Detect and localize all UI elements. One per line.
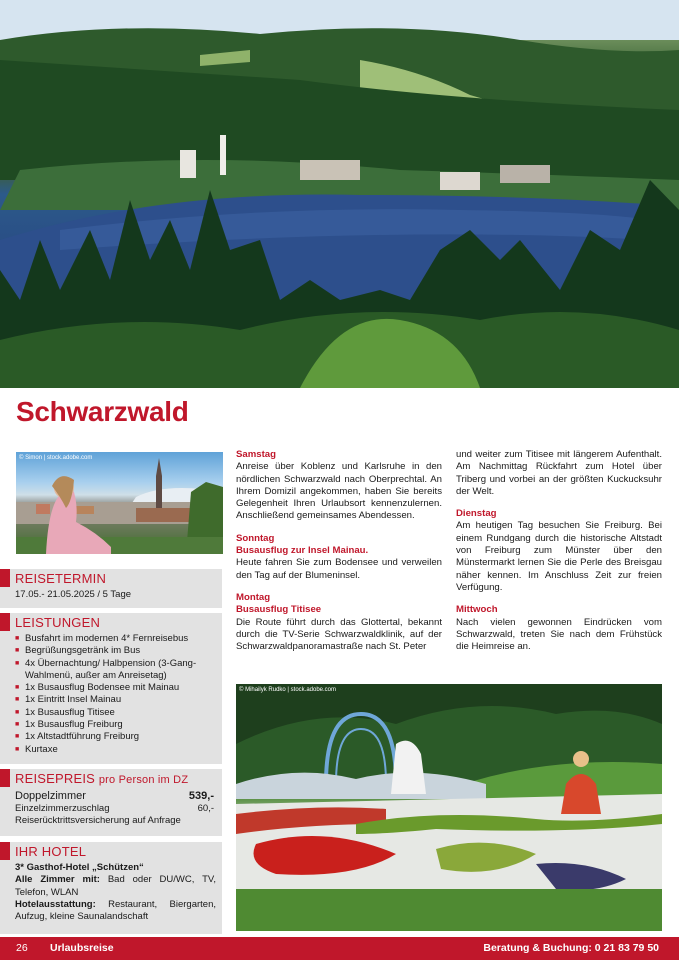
hotel-equipment: Hotelausstattung: Restaurant, Biergarten, Aufzug, kleine Saunalandschaft — [15, 898, 216, 923]
day-text: Anreise über Koblenz und Karlsruhe in den nördlichen Schwarzwald nach Oberprechtal. An Ihrem Domizil angekommen, haben Sie bereits Gelegenheit Ihren Urlaubsort kennenzulernen. Anschließend gemeinsames Abendessen. — [236, 461, 442, 522]
reisetermin-header — [0, 569, 222, 587]
page-category: Urlaubsreise — [50, 942, 114, 954]
hotel-box — [0, 842, 222, 934]
reisetermin-box — [0, 569, 222, 608]
landscape-illustration — [0, 0, 679, 388]
reisetermin-heading: REISETERMIN — [15, 570, 107, 586]
day-text: Heute fahren Sie zum Bodensee und verweilen den Tag auf der Blumeninsel. — [236, 557, 442, 581]
leistungen-list — [15, 633, 222, 756]
day-samstag — [236, 449, 442, 523]
page-footer — [0, 937, 679, 960]
leistungen-heading: LEISTUNGEN — [15, 614, 101, 630]
list-item: ■ 1x Busausflug Freiburg — [25, 719, 222, 731]
contact-info: Beratung & Buchung: 0 21 83 79 50 — [483, 942, 659, 954]
price-row-doppelzimmer — [15, 790, 222, 803]
garden-photo-credit: © Mihailyk Rudko | stock.adobe.com — [239, 687, 337, 693]
list-item: ■ 1x Eintritt Insel Mainau — [25, 694, 222, 706]
page-number: 26 — [16, 942, 28, 954]
reisepreis-heading: REISEPREIS — [15, 770, 96, 786]
hotel-heading: IHR HOTEL — [15, 843, 87, 859]
list-item: ■ 1x Busausflug Bodensee mit Mainau — [25, 682, 222, 694]
hotel-header — [0, 842, 222, 860]
day-text: Die Route führt durch das Glottertal, bekannt durch die TV-Serie Schwarzwaldklinik, auf der Schwarzwaldpanoramastraße nach St. Peter — [236, 616, 442, 653]
day-montag-continued: und weiter zum Titisee mit längerem Aufenthalt. Am Nachmittag Rückfahrt zum Hotel über Triberg und vorbei an der größten Kuckucksuhr der Welt. — [456, 449, 662, 497]
day-heading: Dienstag — [456, 508, 497, 520]
reisepreis-header — [0, 769, 222, 787]
freiburg-illustration — [16, 452, 223, 554]
page-title: Schwarzwald — [16, 396, 189, 427]
mainau-garden-photo — [236, 684, 662, 931]
reisepreis-subheading: pro Person im DZ — [98, 773, 189, 786]
price-note: Reiserücktrittsversicherung auf Anfrage — [15, 815, 181, 827]
day-text: Nach vielen gewonnen Eindrücken vom Schwarzwald, treten Sie nach dem Frühstück die Heimreise an. — [456, 616, 662, 653]
garden-illustration — [236, 684, 662, 931]
list-item: ■ Begrüßungsgetränk im Bus — [25, 645, 222, 657]
day-subtitle: Busausflug Titisee — [236, 604, 322, 616]
day-sonntag — [236, 533, 442, 582]
day-heading: Montag — [236, 591, 271, 603]
leistungen-box — [0, 613, 222, 764]
list-item: ■ Busfahrt im modernen 4* Fernreisebus — [25, 633, 222, 645]
hotel-rooms: Alle Zimmer mit: Bad oder DU/WC, TV, Telefon, WLAN — [15, 874, 216, 898]
reisetermin-dates: 17.05.- 21.05.2025 / 5 Tage — [15, 589, 132, 600]
list-item: ■ Kurtaxe — [25, 744, 222, 756]
leistungen-header — [0, 613, 222, 631]
red-marker-bar — [0, 613, 10, 631]
list-item: ■ 1x Busausflug Titisee — [25, 707, 222, 719]
price-row-einzelzimmer — [15, 803, 222, 815]
itinerary-column-1 — [236, 449, 442, 663]
list-item: ■ 1x Altstadtführung Freiburg — [25, 731, 222, 743]
hero-photo-titisee — [0, 0, 679, 388]
day-heading: Sonntag — [236, 532, 275, 544]
day-dienstag — [456, 508, 662, 594]
day-mittwoch — [456, 604, 662, 653]
list-item: ■ 4x Übernachtung/ Halbpension (3-Gang-Wahlmenü, außer am Anreisetag) — [25, 658, 222, 683]
price-value: 60,- — [197, 803, 214, 814]
day-montag — [236, 592, 442, 653]
day-heading: Samstag — [236, 449, 276, 460]
price-value: 539,- — [188, 790, 214, 802]
red-marker-bar — [0, 769, 10, 787]
hotel-name: 3* Gasthof-Hotel „Schützen“ — [15, 862, 144, 873]
price-label: Einzelzimmerzuschlag — [15, 803, 110, 814]
red-marker-bar — [0, 569, 10, 587]
red-marker-bar — [0, 842, 10, 860]
freiburg-photo — [16, 452, 223, 554]
itinerary-column-2 — [456, 449, 662, 663]
reisepreis-box — [0, 769, 222, 836]
day-heading: Mittwoch — [456, 604, 498, 616]
day-subtitle: Busausflug zur Insel Mainau. — [236, 545, 369, 557]
price-label: Doppelzimmer — [15, 790, 86, 802]
side-photo-credit: © Simon | stock.adobe.com — [19, 455, 93, 461]
day-text: Am heutigen Tag besuchen Sie Freiburg. Bei einem Rundgang durch die historische Altstadt von Freiburg zum Münster über den Münstermarkt lernen Sie die Perle des Breisgau näher kennen. Im Anschluss Zeit zur freien Verfügung. — [456, 520, 662, 593]
